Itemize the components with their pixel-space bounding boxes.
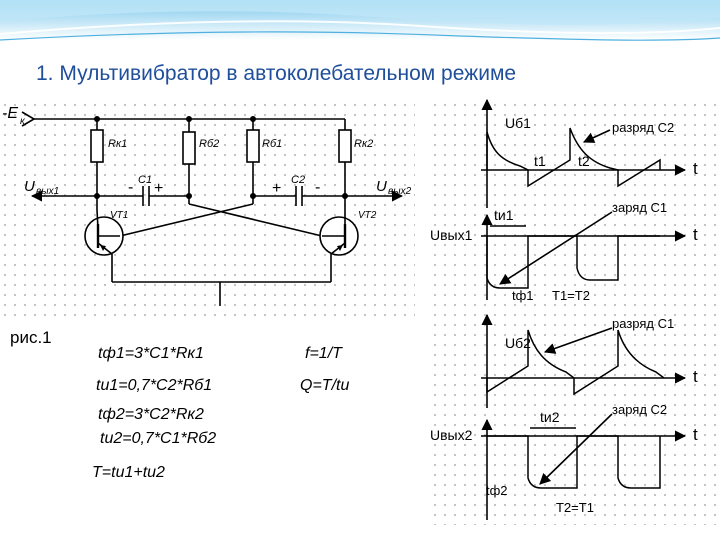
formula-ti1: tu1=0,7*C2*Rб1 bbox=[96, 377, 213, 394]
resistor-rb1 bbox=[247, 130, 259, 162]
figure-label: рис.1 bbox=[10, 328, 52, 347]
zaryad-c2-label: заряд C2 bbox=[612, 402, 668, 417]
ti2-label: tи2 bbox=[540, 409, 560, 425]
ub2-label: Uб2 bbox=[505, 335, 531, 351]
vt2-label: VT2 bbox=[358, 210, 377, 221]
rb1-label: Rб1 bbox=[262, 138, 283, 150]
header-decoration bbox=[0, 0, 720, 40]
rk2-label: Rк2 bbox=[354, 138, 374, 150]
c2-minus-sign: - bbox=[315, 179, 321, 196]
uvyx2-subscript: вых2 bbox=[388, 186, 412, 197]
uvyx2-timing-label: Uвых2 bbox=[430, 427, 473, 443]
c2-plus-sign: + bbox=[272, 180, 282, 197]
uvyx1-timing-label: Uвых1 bbox=[430, 227, 473, 243]
resistor-rk1 bbox=[91, 130, 103, 162]
t1-label: t1 bbox=[534, 153, 546, 169]
T1-label: T1=T2 bbox=[552, 288, 590, 303]
ti1-label: tи1 bbox=[494, 207, 514, 223]
t-axis-2: t bbox=[693, 225, 698, 244]
vt1-label: VT1 bbox=[110, 210, 129, 221]
formula-period: T=tu1+tu2 bbox=[92, 464, 165, 481]
razryad-c2-top-label: разряд C2 bbox=[612, 120, 675, 135]
rb2-label: Rб2 bbox=[199, 138, 220, 150]
timing-grid-background bbox=[428, 100, 720, 525]
formula-q: Q=T/tu bbox=[300, 377, 350, 394]
rk1-label: Rк1 bbox=[108, 138, 128, 150]
circuit-grid-background bbox=[0, 100, 415, 320]
uvyx1-label: U bbox=[24, 178, 35, 195]
formula-ti2: tu2=0,7*C1*Rб2 bbox=[100, 430, 217, 447]
razryad-c1-label: разряд C1 bbox=[612, 316, 675, 331]
c1-plus-sign: + bbox=[154, 180, 164, 197]
T2-label: T2=T1 bbox=[556, 500, 594, 515]
c2-label: C2 bbox=[291, 174, 306, 186]
resistor-rb2 bbox=[183, 132, 195, 164]
formula-tf1: tф1=3*C1*Rк1 bbox=[98, 345, 204, 362]
supply-label: -E bbox=[2, 105, 18, 122]
uvyx1-subscript: вых1 bbox=[36, 186, 60, 197]
tf1-label: tф1 bbox=[512, 288, 534, 303]
formula-frequency: f=1/T bbox=[305, 345, 342, 362]
c1-minus-sign: - bbox=[128, 179, 134, 196]
formula-tf2: tф2=3*C2*Rк2 bbox=[98, 406, 204, 423]
uvyx2-label: U bbox=[376, 178, 387, 195]
c1-label: C1 bbox=[138, 174, 153, 186]
t-axis-4: t bbox=[693, 425, 698, 444]
tf2-label: tф2 bbox=[486, 483, 508, 498]
supply-subscript: к bbox=[20, 116, 25, 127]
t2-label: t2 bbox=[578, 153, 590, 169]
slide-title: 1. Мультивибратор в автоколебательном режиме bbox=[36, 62, 517, 85]
ub1-label: Uб1 bbox=[505, 115, 531, 131]
resistor-rk2 bbox=[339, 130, 351, 162]
zaryad-c1-label: заряд C1 bbox=[612, 200, 668, 215]
t-axis-1: t bbox=[693, 159, 698, 178]
t-axis-3: t bbox=[693, 367, 698, 386]
